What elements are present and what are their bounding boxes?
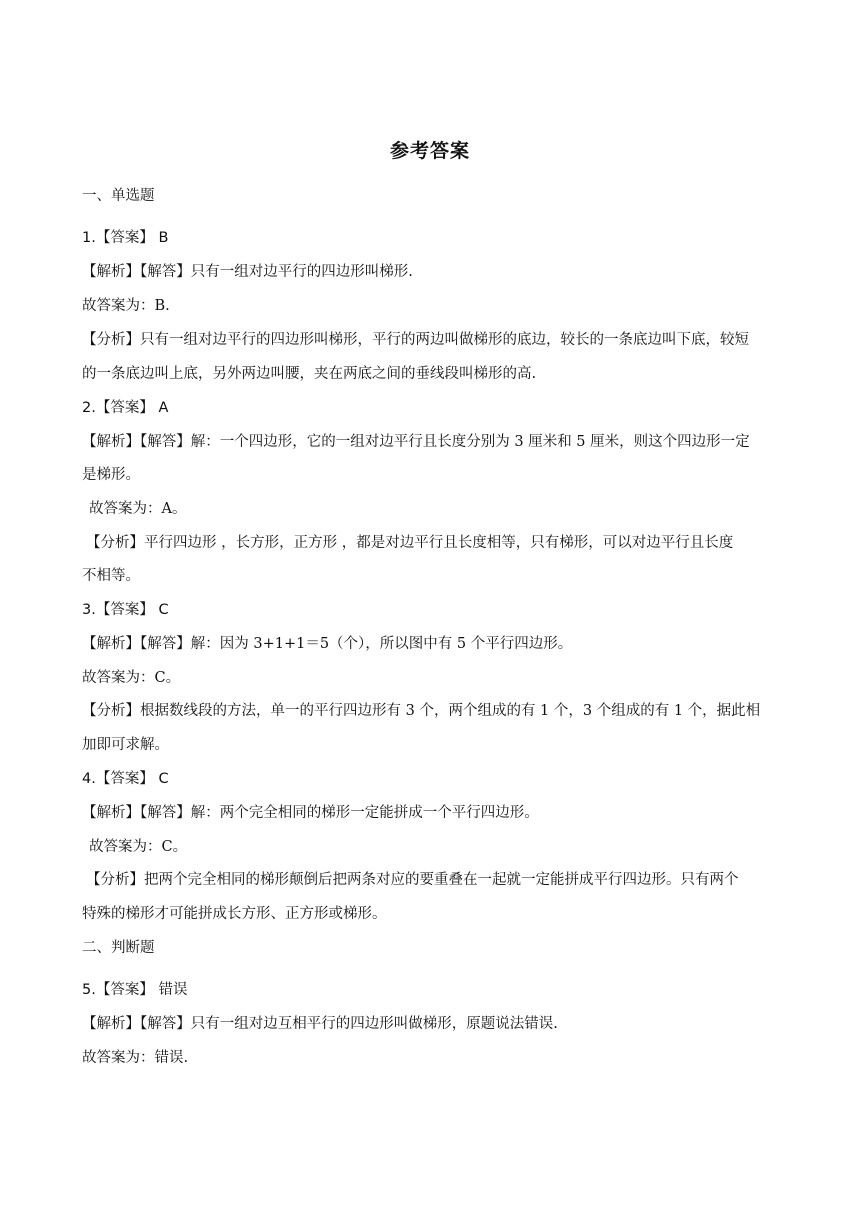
q1-analysis-line-1: 【分析】只有一组对边平行的四边形叫梯形，平行的两边叫做梯形的底边，较长的一条底边叫下底，较短 — [82, 332, 749, 348]
q3-analysis-line-2: 加即可求解。 — [82, 737, 169, 753]
q3-final-answer: 故答案为：C。 — [82, 670, 181, 686]
q4-final-answer: 故答案为：C。 — [89, 839, 188, 855]
q1-analysis-line-2: 的一条底边叫上底，另外两边叫腰，夹在两底之间的垂线段叫梯形的高. — [82, 366, 537, 382]
q4-explanation: 【解析】【解答】解：两个完全相同的梯形一定能拼成一个平行四边形。 — [82, 805, 539, 821]
section-heading-true-false: 二、判断题 — [82, 940, 155, 956]
q2-analysis-line-2: 不相等。 — [82, 568, 140, 584]
q3-analysis-line-1: 【分析】根据数线段的方法，单一的平行四边形有 3 个，两个组成的有 1 个，3 个组成的有 1 个，据此相 — [82, 703, 761, 719]
q2-final-answer: 故答案为：A。 — [89, 501, 187, 517]
q5-answer: 5.【答案】 错误 — [82, 982, 188, 998]
q5-final-answer: 故答案为：错误. — [82, 1050, 189, 1066]
section-heading-single-choice: 一、单选题 — [82, 188, 155, 204]
q1-explanation: 【解析】【解答】只有一组对边平行的四边形叫梯形. — [82, 264, 413, 280]
q4-analysis-line-2: 特殊的梯形才可能拼成长方形、正方形或梯形。 — [82, 906, 387, 922]
q2-explanation-line-1: 【解析】【解答】解：一个四边形，它的一组对边平行且长度分别为 3 厘米和 5 厘米，则这个四边形一定 — [82, 434, 750, 450]
q4-analysis-line-1: 【分析】把两个完全相同的梯形颠倒后把两条对应的要重叠在一起就一定能拼成平行四边形。只有两个 — [86, 872, 739, 888]
page-title: 参考答案 — [389, 140, 470, 162]
q2-explanation-line-2: 是梯形。 — [82, 467, 140, 483]
q5-explanation: 【解析】【解答】只有一组对边互相平行的四边形叫做梯形，原题说法错误. — [82, 1016, 558, 1032]
q2-analysis-line-1: 【分析】平行四边形 ，长方形，正方形 ，都是对边平行且长度相等，只有梯形，可以对边平行且长度 — [86, 535, 734, 551]
q3-answer: 3.【答案】 C — [82, 602, 169, 618]
q3-explanation: 【解析】【解答】解：因为 3+1+1＝5（个），所以图中有 5 个平行四边形。 — [82, 636, 573, 652]
q2-answer: 2.【答案】 A — [82, 400, 169, 416]
q1-answer: 1.【答案】 B — [82, 230, 169, 246]
q1-final-answer: 故答案为：B. — [82, 298, 170, 314]
q4-answer: 4.【答案】 C — [82, 771, 169, 787]
